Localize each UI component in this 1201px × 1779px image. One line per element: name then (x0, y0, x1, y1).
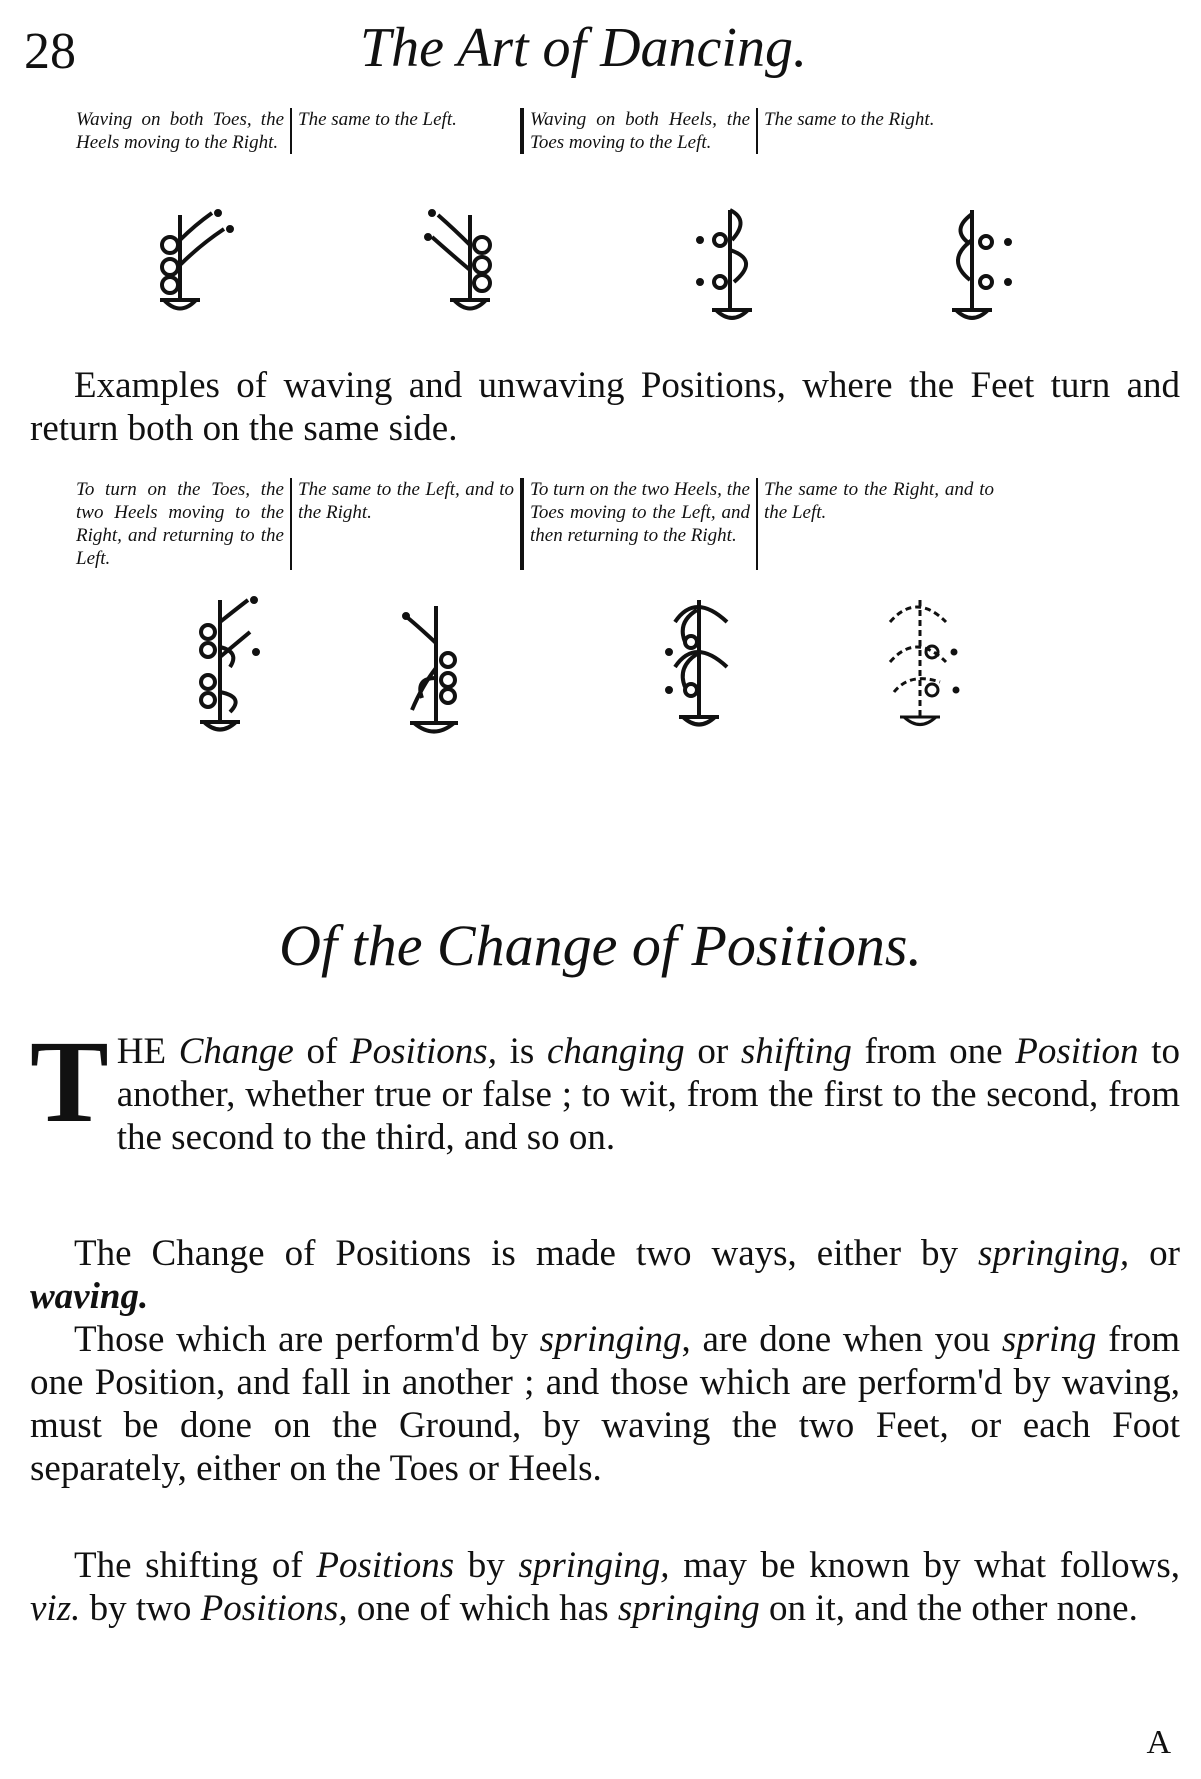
emphasis: shifting (740, 1031, 852, 1072)
emphasis: spring (1001, 1319, 1097, 1360)
caption-waving-heels-left: Waving on both Heels, the Toes moving to the Left. (522, 108, 758, 154)
text-run: on it, and the other none. (759, 1588, 1138, 1629)
figure-turn-toes-reverse (400, 598, 510, 748)
body-paragraph-3 (30, 1318, 1180, 1490)
emphasis: changing (546, 1031, 685, 1072)
body-paragraph-4 (30, 1544, 1180, 1630)
caption-turn-heels: To turn on the two Heels, the Toes moving to the Left, and then returning to the Right. (522, 478, 758, 570)
figure-waving-toes-left (420, 205, 530, 325)
figure-waving-heels-right (930, 200, 1040, 330)
text-run: one of which has (347, 1588, 618, 1629)
emphasis: Positions (316, 1545, 455, 1586)
caption-waving-toes-right: Waving on both Toes, the Heels moving to the Right. (70, 108, 292, 154)
text-run: of (293, 1031, 350, 1072)
text-run: The shifting of (74, 1545, 317, 1586)
caption-turn-toes-reverse: The same to the Left, and to the Right. (292, 478, 522, 570)
emphasis: Positions, (200, 1588, 348, 1629)
figure-turn-toes (190, 592, 300, 742)
text-run: is (496, 1031, 547, 1072)
text-run: or (1129, 1233, 1180, 1274)
caption-turn-toes: To turn on the Toes, the two Heels moving to the Right, and returning to the Left. (70, 478, 292, 570)
section-heading: Of the Change of Positions. (279, 913, 922, 978)
text-run: HE (116, 1031, 179, 1072)
text-run: from one (851, 1031, 1016, 1072)
text-run: , are done when you (681, 1319, 1002, 1360)
text-run: Those which are perform'd by (74, 1319, 540, 1360)
waving-caption-row (70, 108, 1000, 154)
drop-cap: T (30, 1016, 109, 1147)
page-number: 28 (24, 23, 76, 80)
emphasis: springing, (518, 1545, 670, 1586)
catchword: A (1146, 1724, 1171, 1761)
emphasis: springing (539, 1319, 682, 1360)
running-title: The Art of Dancing. (360, 17, 807, 79)
emphasis: waving. (30, 1276, 149, 1317)
text-run: may be known by what follows, (669, 1545, 1180, 1586)
caption-waving-toes-left: The same to the Left. (292, 108, 522, 154)
emphasis: springing (617, 1588, 760, 1629)
figure-turn-heels-reverse (880, 592, 990, 742)
text-run: by (454, 1545, 519, 1586)
emphasis: viz. (30, 1588, 81, 1629)
examples-paragraph: Examples of waving and unwaving Positions, where the Feet turn and return both on the same side. (30, 365, 1180, 449)
text-run: or (684, 1031, 741, 1072)
body-paragraph-2 (30, 1232, 1180, 1318)
caption-waving-heels-right: The same to the Right. (764, 109, 935, 130)
text-run: by two (80, 1588, 201, 1629)
emphasis: springing, (978, 1233, 1130, 1274)
text-run: The Change of Positions is made two ways, either by (74, 1233, 979, 1274)
emphasis: Positions, (349, 1031, 497, 1072)
emphasis: Change (178, 1031, 294, 1072)
text-run: from one Position, and fall in another ; and those which are perform'd by waving, must be done on the Ground, by waving the two Feet, or each Foot separately, either on the Toes or Heels. (30, 1319, 1181, 1489)
text-run: to another, whether true or false ; to wit, from the first to the second, from the second to the third, and so on. (116, 1031, 1181, 1158)
figure-turn-heels (655, 592, 765, 742)
caption-turn-heels-reverse: The same to the Right, and to the Left. (764, 479, 994, 523)
body-paragraph-1 (30, 1016, 1181, 1159)
emphasis: Position (1015, 1031, 1139, 1072)
turning-caption-row (70, 478, 1000, 570)
figure-waving-heels-left (690, 200, 800, 330)
figure-waving-toes-right (150, 205, 260, 325)
